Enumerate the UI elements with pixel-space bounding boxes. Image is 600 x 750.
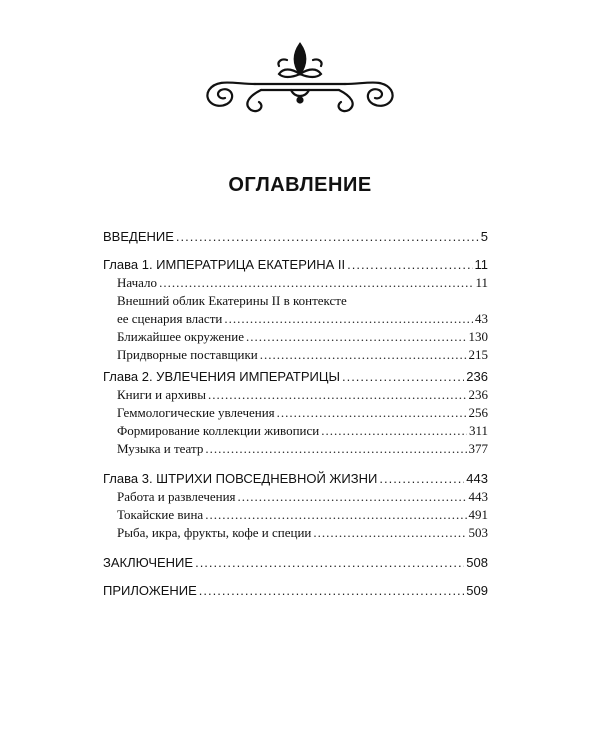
- toc-entry-appendix[interactable]: [103, 582, 488, 600]
- toc-entry-intro[interactable]: [103, 228, 488, 246]
- dot-leader: [176, 228, 479, 246]
- page-title: ОГЛАВЛЕНИЕ: [228, 174, 372, 196]
- toc-item[interactable]: [103, 488, 488, 506]
- toc-item[interactable]: [103, 404, 488, 422]
- toc-item-label: Внешний облик Екатерины II в контексте: [117, 293, 347, 308]
- toc-item-page: 130: [468, 329, 488, 344]
- dot-leader: [313, 524, 466, 542]
- dot-leader: [208, 386, 467, 404]
- toc-chapter-label: Глава 3. ШТРИХИ ПОВСЕДНЕВНОЙ ЖИЗНИ: [103, 471, 378, 486]
- toc-item-page: 503: [468, 525, 488, 540]
- table-of-contents: [103, 228, 488, 600]
- toc-item-label: Музыка и театр: [117, 441, 204, 456]
- toc-item-page: 236: [468, 387, 488, 402]
- toc-item-label: Придворные поставщики: [117, 347, 258, 362]
- toc-item[interactable]: [103, 328, 488, 346]
- toc-item-page: 443: [468, 489, 488, 504]
- dot-leader: [195, 554, 464, 572]
- dot-leader: [277, 404, 467, 422]
- toc-chapter-1[interactable]: [103, 256, 488, 274]
- toc-item-page: 256: [468, 405, 488, 420]
- ornament-flourish-icon: [195, 38, 405, 118]
- toc-entry-page: 5: [480, 229, 488, 244]
- dot-leader: [260, 346, 467, 364]
- dot-leader: [224, 310, 473, 328]
- toc-item[interactable]: [103, 274, 488, 292]
- toc-chapter-label: Глава 1. ИМПЕРАТРИЦА ЕКАТЕРИНА II: [103, 257, 346, 272]
- toc-chapter-page: 236: [466, 369, 488, 384]
- toc-chapter-page: 443: [466, 471, 488, 486]
- toc-item-label: Ближайшее окружение: [117, 329, 244, 344]
- toc-item-page: 311: [468, 423, 488, 438]
- toc-item-label: Формирование коллекции живописи: [117, 423, 320, 438]
- dot-leader: [321, 422, 467, 440]
- toc-item-label: Книги и архивы: [117, 387, 206, 402]
- toc-chapter-page: 11: [474, 257, 488, 272]
- toc-item-page: 491: [468, 507, 488, 522]
- toc-entry-label: ПРИЛОЖЕНИЕ: [103, 583, 197, 598]
- toc-item[interactable]: [103, 346, 488, 364]
- toc-item-label: Геммологические увлечения: [117, 405, 275, 420]
- toc-entry-label: ЗАКЛЮЧЕНИЕ: [103, 555, 194, 570]
- toc-chapter-label: Глава 2. УВЛЕЧЕНИЯ ИМПЕРАТРИЦЫ: [103, 369, 340, 384]
- toc-item-label: Рыба, икра, фрукты, кофе и специи: [117, 525, 312, 540]
- toc-entry-page: 508: [466, 555, 488, 570]
- toc-item[interactable]: [103, 524, 488, 542]
- dot-leader: [342, 368, 464, 386]
- toc-item[interactable]: [103, 386, 488, 404]
- toc-item-page: 215: [468, 347, 488, 362]
- toc-chapter-2[interactable]: [103, 368, 488, 386]
- toc-entry-conclusion[interactable]: [103, 554, 488, 572]
- toc-item[interactable]: [103, 292, 488, 310]
- dot-leader: [159, 274, 473, 292]
- toc-item[interactable]: [103, 422, 488, 440]
- toc-entry-page: 509: [466, 583, 488, 598]
- toc-item[interactable]: [103, 440, 488, 458]
- toc-item-label: ее сценария власти: [117, 311, 223, 326]
- dot-leader: [205, 506, 466, 524]
- toc-item-label: Начало: [117, 275, 158, 290]
- toc-entry-label: ВВЕДЕНИЕ: [103, 229, 174, 244]
- dot-leader: [246, 328, 467, 346]
- toc-item-label: Работа и развлечения: [117, 489, 236, 504]
- dot-leader: [379, 470, 464, 488]
- toc-item[interactable]: [103, 506, 488, 524]
- toc-item[interactable]: [103, 310, 488, 328]
- toc-chapter-3[interactable]: [103, 470, 488, 488]
- decorative-ornament: [195, 38, 405, 118]
- toc-item-page: 43: [475, 311, 488, 326]
- dot-leader: [199, 582, 465, 600]
- dot-leader: [238, 488, 467, 506]
- toc-item-page: 377: [468, 441, 488, 456]
- dot-leader: [347, 256, 472, 274]
- toc-item-label: Токайские вина: [117, 507, 204, 522]
- toc-item-page: 11: [475, 275, 488, 290]
- dot-leader: [205, 440, 466, 458]
